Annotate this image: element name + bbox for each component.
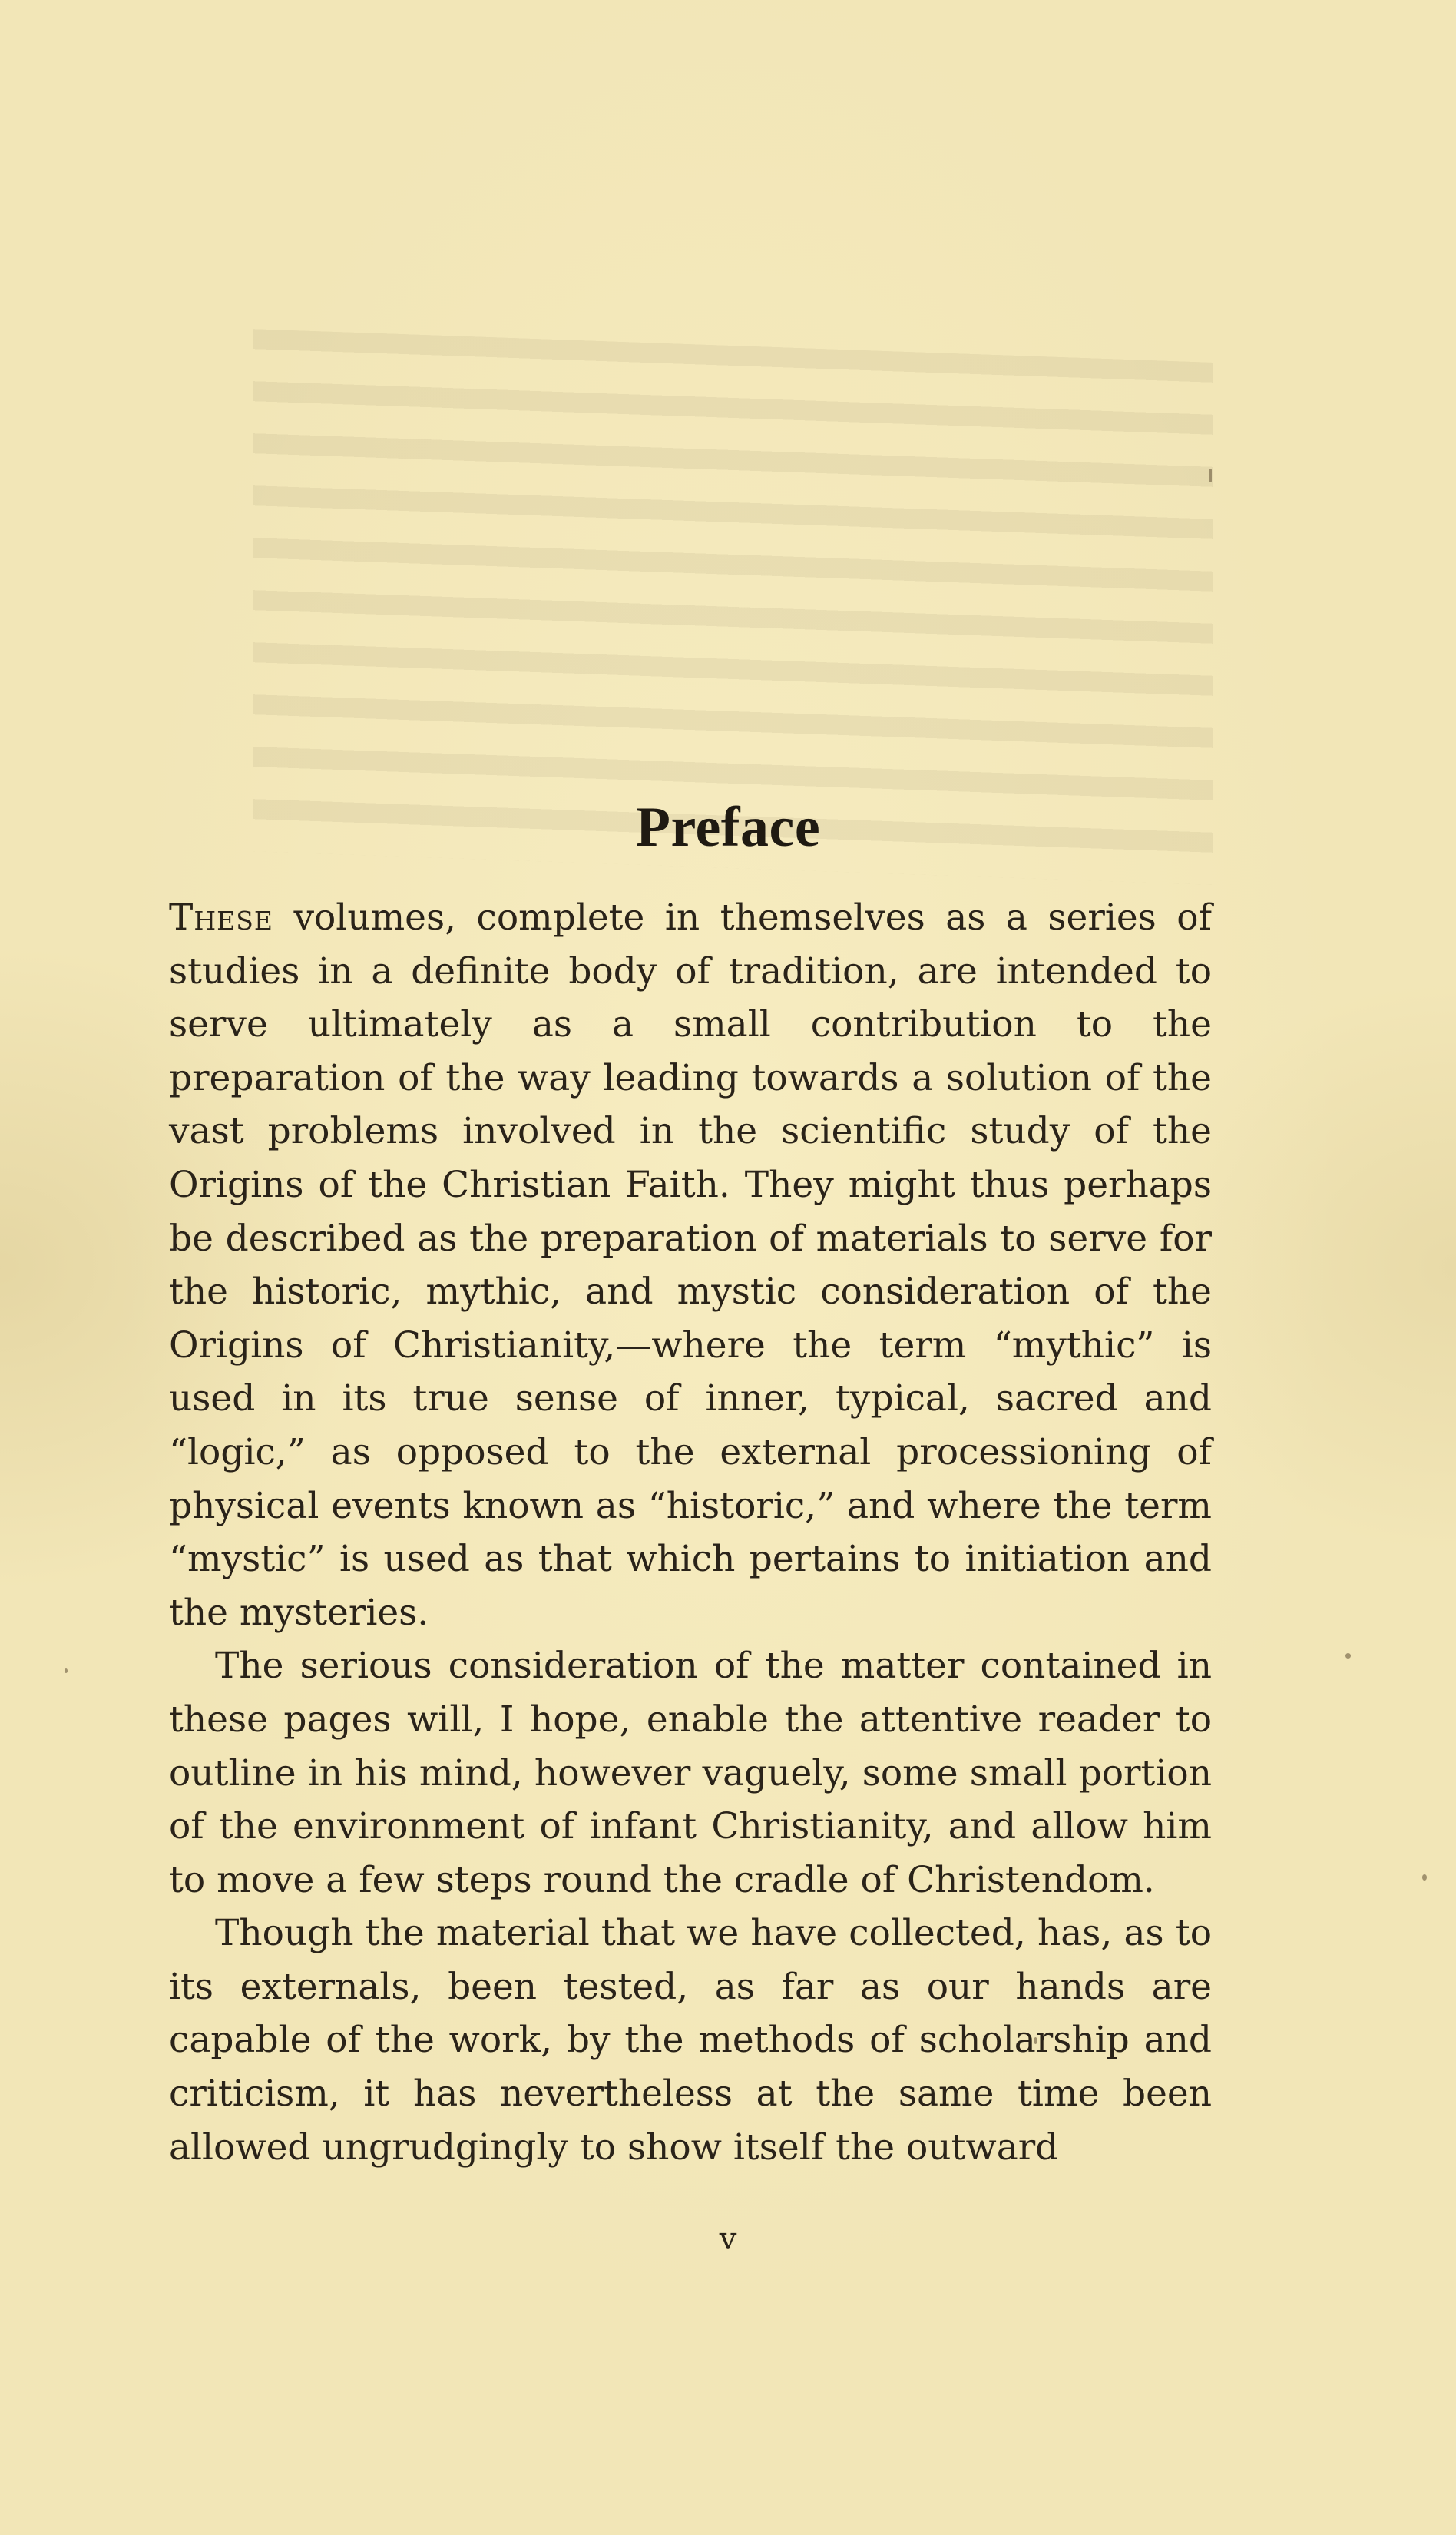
paper-speck xyxy=(1209,469,1212,482)
paper-speck xyxy=(1422,1874,1427,1881)
paragraph-2: The serious consideration of the matter contained in these pages will, I hope, enable the attentive reader to outline in his mind, however vaguely, some small portion of the environment of infant Christianity, and allow him to move a few steps round the cradle of Christendom. xyxy=(169,1645,1212,1901)
paper-speck xyxy=(65,1668,68,1673)
paragraph-lead-word: These xyxy=(169,896,273,939)
page-number: v xyxy=(719,2222,737,2257)
paragraph-3: Though the material that we have collected, has, as to its externals, been tested, as far as our hands are capable of the work, by the methods of scholarship and criticism, it has nevertheless at the same time been allowed ungrudgingly to show itself the outward xyxy=(169,1912,1212,2169)
paragraph-1 xyxy=(169,891,1212,1639)
paragraph-text: volumes, complete in themselves as a series of studies in a definite body of tradition, are intended to serve ultimately as a small contribution to the preparation of the way leading towards a solution of the vast problems involved in the scientific study of the Origins of the Christian Faith. They might thus perhaps be described as the preparation of materials to serve for the historic, mythic, and mystic consideration of the Origins of Christianity,—where the term “mythic” is used in its true sense of inner, typical, sacred and “logic,” as opposed to the external processioning of physical events known as “historic,” and where the term “mystic” is used as that which pertains to initiation and the mysteries. xyxy=(169,896,1212,1634)
paper-speck xyxy=(1345,1653,1351,1659)
preface-body xyxy=(169,891,1212,2174)
page-title: Preface xyxy=(635,795,821,859)
